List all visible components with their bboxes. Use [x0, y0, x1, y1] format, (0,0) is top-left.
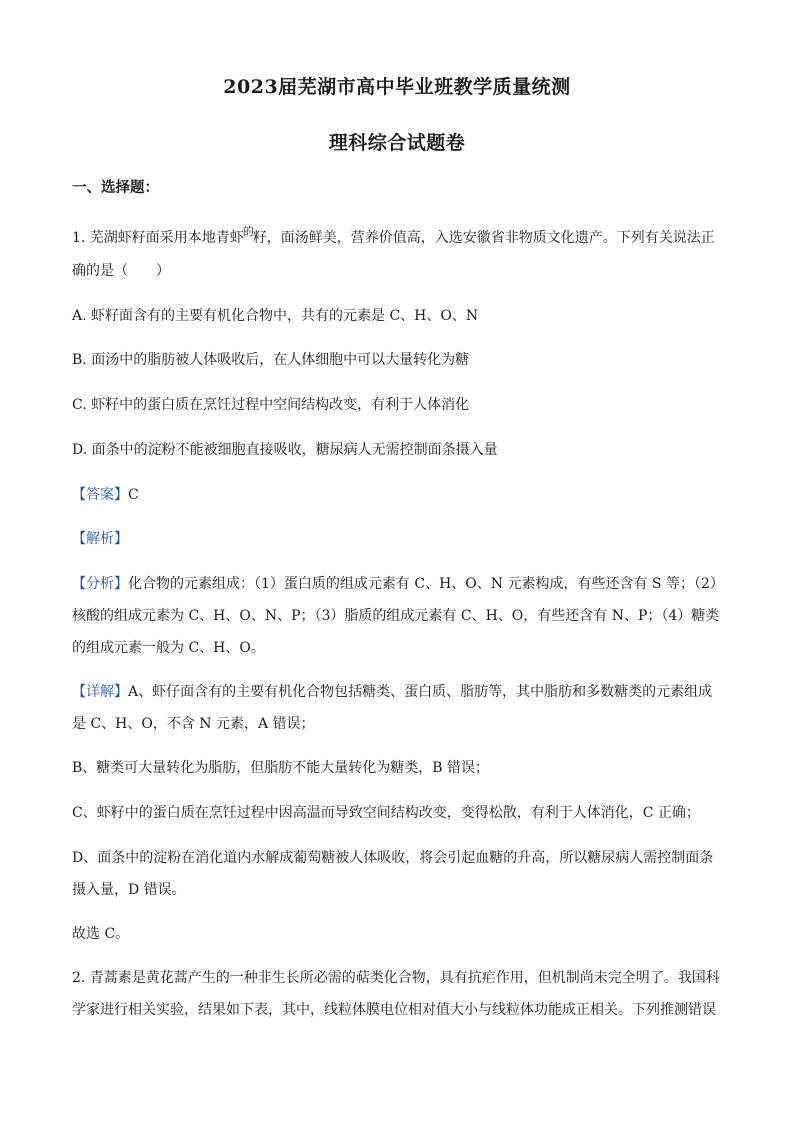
question-1-option-b: B. 面汤中的脂肪被人体吸收后，在人体细胞中可以大量转化为糖 — [72, 352, 470, 368]
stem-text: 1. 芜湖虾籽面采用本地青虾 — [72, 230, 244, 246]
xiangjie-c: C、虾籽中的蛋白质在烹饪过程中因高温而导致空间结构改变，变得松散，有利于人体消化，C 正确； — [72, 805, 700, 821]
stem-superscript: 的 — [242, 225, 254, 238]
answer-line — [72, 485, 732, 505]
stem-text: 籽，面汤鲜美，营养价值高，入选安徽省非物质文化遗产。下列有关说法正 — [252, 230, 715, 246]
xiangjie-b: B、糖类可大量转化为脂肪，但脂肪不能大量转化为糖类，B 错误； — [72, 760, 490, 776]
xiangjie-line-1 — [72, 682, 732, 702]
xiangjie-d-line-1: D、面条中的淀粉在消化道内水解成葡萄糖被人体吸收，将会引起血糖的升高，所以糖尿病人需控制面条 — [72, 850, 714, 866]
xiangjie-text: A、虾仔面含有的主要有机化合物包括糖类、蛋白质、脂肪等，其中脂肪和多数糖类的元素组成 — [128, 684, 713, 700]
xiangjie-line-2: 是 C、H、O，不含 N 元素，A 错误； — [72, 716, 315, 732]
question-1-option-d: D. 面条中的淀粉不能被细胞直接吸收，糖尿病人无需控制面条摄入量 — [72, 442, 498, 458]
answer-value: C — [128, 487, 139, 503]
fenxi-line-2: 核酸的组成元素为 C、H、O、N、P；（3）脂质的组成元素有 C、H、O，有些还含有 N、P；（4）糖类 — [72, 608, 720, 624]
analysis-tag: 【解析】 — [72, 531, 128, 547]
fenxi-line-3: 的组成元素一般为 C、H、O。 — [72, 640, 265, 656]
question-2-stem-line-2: 学家进行相关实验，结果如下表，其中，线粒体膜电位相对值大小与线粒体功能成正相关。下列推测错误 — [72, 1002, 716, 1018]
fenxi-line-1 — [72, 574, 732, 594]
fenxi-tag: 【分析】 — [72, 576, 128, 592]
question-1-option-c: C. 虾籽中的蛋白质在烹饪过程中空间结构改变，有利于人体消化 — [72, 397, 470, 413]
section-heading: 一、选择题： — [72, 179, 159, 196]
conclusion: 故选 C。 — [72, 926, 130, 942]
exam-title: 2023届芜湖市高中毕业班教学质量统测 — [223, 76, 571, 98]
fenxi-text: 化合物的元素组成：（1）蛋白质的组成元素有 C、H、O、N 元素构成，有些还含有 S 等；（2） — [128, 576, 724, 592]
question-1-stem-line-2: 确的是（ ） — [72, 263, 170, 279]
question-1-option-a: A. 虾籽面含有的主要有机化合物中，共有的元素是 C、H、O、N — [72, 308, 479, 324]
xiangjie-d-line-2: 摄入量，D 错误。 — [72, 882, 186, 898]
question-2-stem-line-1: 2. 青蒿素是黄花蒿产生的一种非生长所必需的萜类化合物，具有抗疟作用，但机制尚未完全明了。我国科 — [72, 970, 720, 986]
question-1-stem-line-1 — [72, 225, 732, 249]
xiangjie-tag: 【详解】 — [72, 684, 128, 700]
answer-tag: 【答案】 — [72, 487, 128, 503]
exam-subtitle: 理科综合试题卷 — [328, 132, 466, 154]
